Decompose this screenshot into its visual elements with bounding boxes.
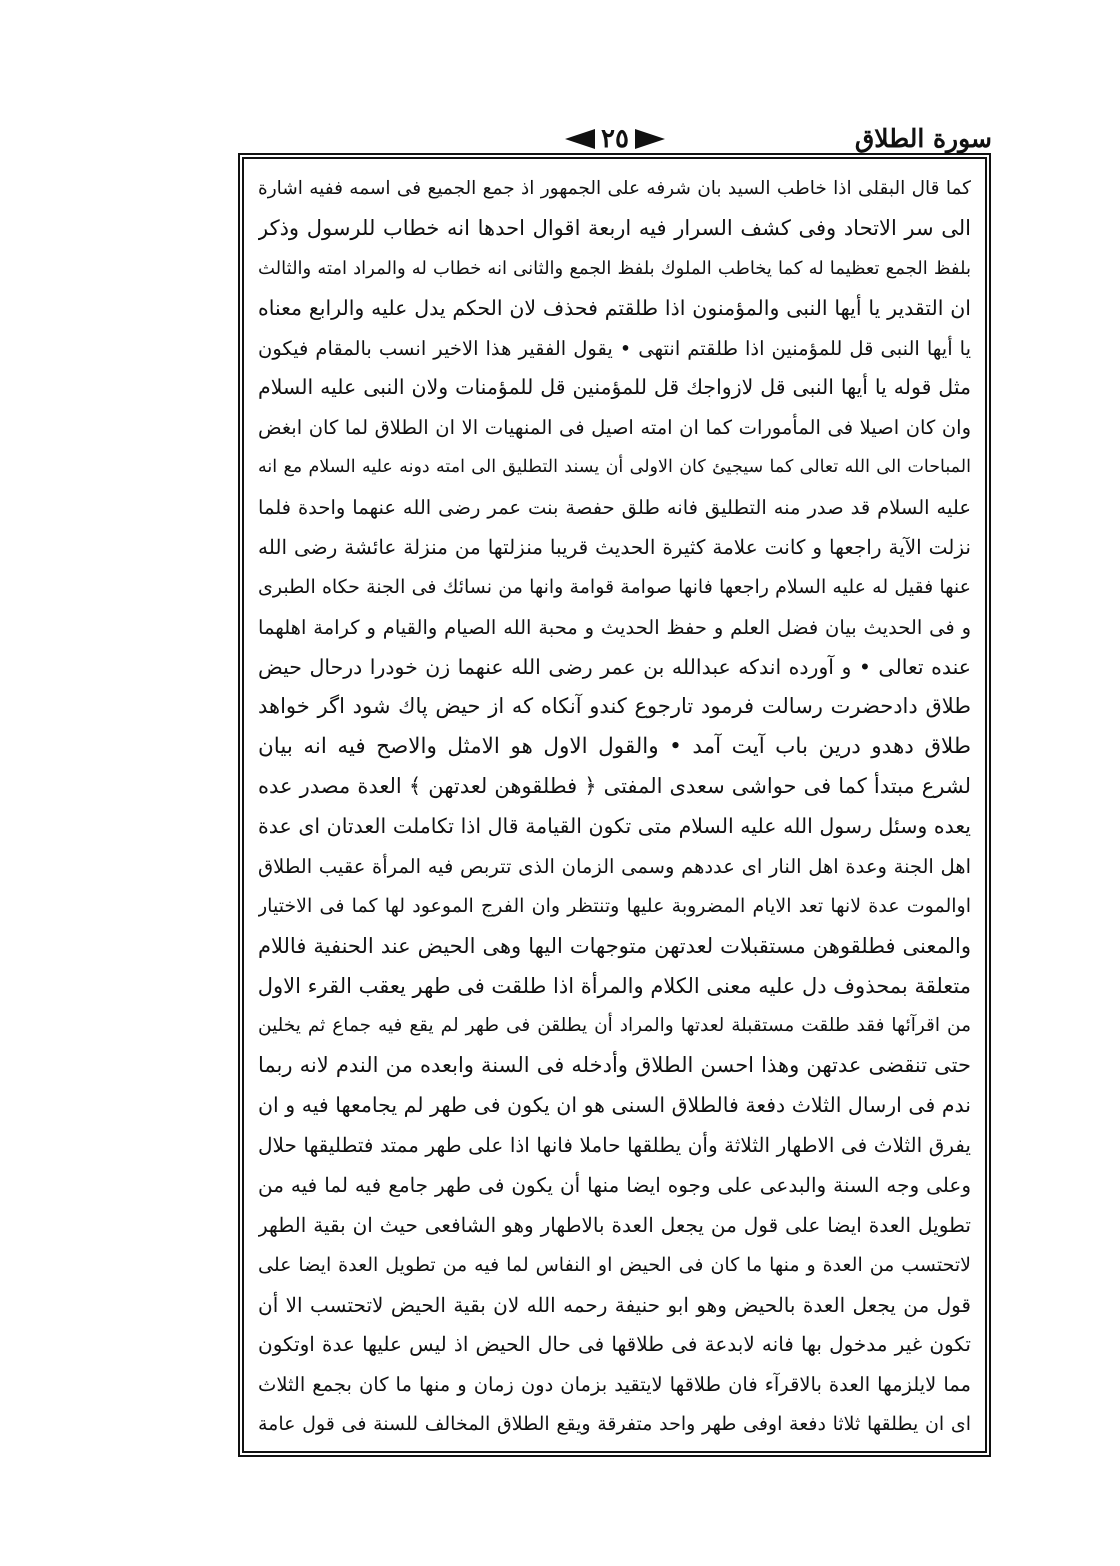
text-line: وان كان اصيلا فى المأمورات كما ان امته اصيل فى المنهيات الا ان الطلاق لما كان ابغض (258, 416, 971, 440)
text-line: مما لايلزمها العدة بالاقرآء فان طلاقها لايتقيد بزمان دون زمان و منها ما كان بجمع الثلاث (258, 1373, 971, 1397)
text-line: قول من يجعل العدة بالحيض وهو ابو حنيفة رحمه الله لان بقية الحيض لاتحتسب الا أن (258, 1292, 971, 1317)
text-line: كما قال البقلى اذا خاطب السيد بان شرفه على الجمهور اذ جمع الجميع فى اسمه ففيه اشارة (258, 178, 971, 199)
text-line: عليه السلام قد صدر منه التطليق فانه طلق حفصة بنت عمر رضى الله عنهما واحدة فلما (258, 496, 971, 519)
text-line: طلاق دادحضرت رسالت فرمود تارجوع كندو آنكاه كه از حيض پاك شود اگر خواهد (258, 694, 971, 719)
text-line: طلاق دهدو درين باب آيت آمد • والقول الاول هو الامثل والاصح فيه انه بيان (258, 734, 971, 760)
page-number-ornament (540, 122, 690, 156)
text-line: اوالموت عدة لانها تعد الايام المضروبة عليها وتنتظر وان الفرج الموعود لها كما فى الاختيار (258, 894, 971, 917)
text-line: وعلى وجه السنة والبدعى على وجوه ايضا منها أن يكون فى طهر جامع فيه لما فيه من (258, 1172, 971, 1197)
surah-title: سورة الطلاق (854, 124, 992, 153)
text-line: و فى الحديث بيان فضل العلم و حفظ الحديث و محبة الله الصيام والقيام و كرامة اهلهما (258, 615, 971, 639)
ornament-left-icon (565, 129, 595, 149)
text-line: اهل الجنة وعدة اهل النار اى عددهم وسمى الزمان الذى تتربص فيه المرأة عقيب الطلاق (258, 854, 971, 878)
text-line: لشرع مبتدأ كما فى حواشى سعدى المفتى ﴿ فطلقوهن لعدتهن ﴾ العدة مصدر عده (258, 774, 971, 799)
text-line: المباحات الى الله تعالى كما سيجيئ كان الاولى أن يسند التطليق الى امته دونه عليه السلام مع انه (258, 457, 971, 478)
text-line: متعلقة بمحذوف دل عليه معنى الكلام والمرأة اذا طلقت فى طهر يعقب القرء الاول (258, 973, 971, 998)
text-line: بلفظ الجمع تعظيما له كما يخاطب الملوك بلفظ الجمع والثانى انه خطاب له والمراد امته والثالث (258, 257, 971, 279)
text-line: عنده تعالى • و آورده اندكه عبدالله بن عمر رضى الله عنهما زن خودرا درحال حيض (258, 654, 971, 679)
page-number: ٢٥ (601, 124, 629, 154)
text-line: يفرق الثلاث فى الاطهار الثلاثة وأن يطلقها حاملا فانها اذا على طهر ممتد فتطليقها حلال (258, 1133, 971, 1157)
text-line: يعده وسئل رسول الله عليه السلام متى تكون القيامة قال اذا تكاملت العدتان اى عدة (258, 814, 971, 838)
text-line: نزلت الآية راجعها و كانت علامة كثيرة الحديث قريبا منزلتها من منزلة عائشة رضى الله (258, 534, 971, 559)
text-line: والمعنى فطلقوهن مستقبلات لعدتهن متوجهات اليها وهى الحيض عند الحنفية فاللام (258, 933, 971, 958)
text-line: من اقرآئها فقد طلقت مستقبلة لعدتها والمراد أن يطلقن فى طهر لم يقع فيه جماع ثم يخلين (258, 1015, 971, 1037)
ornament-right-icon (635, 129, 665, 149)
text-line: عنها فقيل له عليه السلام راجعها فانها صوامة قوامة وانها من نسائك فى الجنة حكاه الطبرى (258, 575, 971, 598)
text-line: اى ان يطلقها ثلاثا دفعة اوفى طهر واحد متفرقة ويقع الطلاق المخالف للسنة فى قول عامة (258, 1413, 971, 1436)
text-frame (238, 153, 991, 1457)
text-line: ان التقدير يا أيها النبى والمؤمنون اذا طلقتم فحذف لان الحكم يدل عليه والرابع معناه (258, 295, 971, 320)
text-line: يا أيها النبى قل للمؤمنين اذا طلقتم انتهى • يقول الفقير هذا الاخير انسب بالمقام فيكون (258, 336, 971, 360)
text-line: الى سر الاتحاد وفى كشف السرار فيه اربعة اقوال احدها انه خطاب للرسول وذكر (258, 215, 971, 240)
text-line: لاتحتسب من العدة و منها ما كان فى الحيض او النفاس لما فيه من تطويل العدة ايضا على (258, 1253, 971, 1276)
text-line: حتى تنقضى عدتهن وهذا احسن الطلاق وأدخله فى السنة وابعده من الندم لانه ربما (258, 1053, 971, 1078)
text-line: مثل قوله يا أيها النبى قل لازواجك قل للمؤمنين قل للمؤمنات ولان النبى عليه السلام (258, 375, 971, 400)
text-line: ندم فى ارسال الثلاث دفعة فالطلاق السنى هو ان يكون فى طهر لم يجامعها فيه و ان (258, 1093, 971, 1118)
text-line: تطويل العدة ايضا على قول من يجعل العدة بالاطهار وهو الشافعى حيث ان بقية الطهر (258, 1212, 971, 1237)
text-body (258, 167, 971, 1443)
text-line: تكون غير مدخول بها فانه لابدعة فى طلاقها فى حال الحيض اذ ليس عليها عدة اوتكون (258, 1332, 971, 1357)
